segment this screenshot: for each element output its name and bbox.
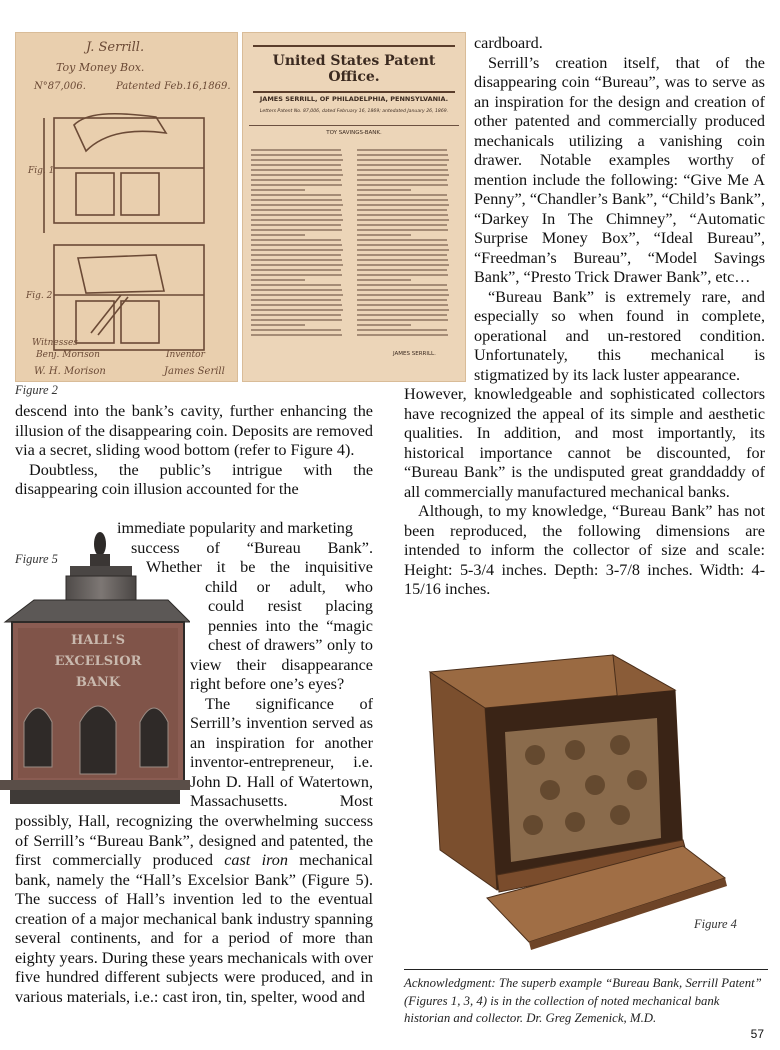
patent-text-line bbox=[251, 169, 342, 171]
patent-text-line bbox=[357, 169, 448, 171]
patent-text-line bbox=[251, 229, 342, 231]
patent-text-column-right bbox=[357, 149, 455, 345]
witness-signature-2: W. H. Morison bbox=[34, 366, 106, 377]
patent-text-line bbox=[251, 174, 343, 176]
wrap-line: John D. Hall of Watertown, bbox=[190, 773, 373, 791]
patent-text-line bbox=[357, 264, 449, 266]
patent-text-line bbox=[251, 214, 342, 216]
patent-text-line bbox=[251, 239, 341, 241]
patent-text-line bbox=[357, 159, 449, 161]
patent-text-line bbox=[357, 244, 448, 246]
wrap-line: immediate popularity and marketing bbox=[117, 519, 353, 537]
fig1-label: Fig. 1 bbox=[28, 166, 55, 176]
inventor-signature: James Serill bbox=[164, 366, 225, 377]
patent-text-line bbox=[357, 309, 449, 311]
bank-plate-line1: HALL'S bbox=[70, 633, 126, 648]
paragraph-text: Although, to my knowledge, “Bureau Bank” has not been reproduced, the following dimensions are intended to inform the collector of size and scale: Height: 5-3/4 inches. Depth: 3-7/8 inches. Width: 4-15/16 inches. bbox=[404, 502, 765, 598]
figure5-caption: Figure 5 bbox=[15, 552, 58, 566]
patent-inventor-line: JAMES SERRILL, OF PHILADELPHIA, PENNSYLVANIA. bbox=[259, 95, 449, 103]
patent-letters-line: Letters Patent No. 87,006, dated February 16, 1869; antedated January 26, 1869. bbox=[259, 109, 449, 114]
paragraph-text: “Bureau Bank” is extremely rare, and especially so when found in complete, operational and un-restored condition. Unfortunately, this mechanical is stigmatized by its lack luster appearance. bbox=[474, 287, 765, 384]
patent-text-line bbox=[251, 269, 341, 271]
patent-text-line bbox=[357, 274, 448, 276]
column2-bottom bbox=[404, 385, 765, 600]
patent-text-line bbox=[251, 334, 342, 336]
patent-text-line bbox=[251, 294, 343, 296]
patent-text-line bbox=[251, 209, 341, 211]
figure2-caption: Figure 2 bbox=[15, 383, 58, 397]
patent-text-line bbox=[357, 214, 448, 216]
fig2-label: Fig. 2 bbox=[26, 291, 53, 301]
patent-text-line bbox=[357, 304, 448, 306]
patent-text-line bbox=[251, 304, 342, 306]
figure4-caption: Figure 4 bbox=[694, 917, 737, 931]
patent-drawing-image bbox=[15, 32, 238, 382]
patent-text-line bbox=[251, 194, 341, 196]
patent-text-line bbox=[251, 289, 342, 291]
wrap-line: right before one’s eyes? bbox=[190, 675, 345, 693]
patent-text-line bbox=[357, 299, 447, 301]
patent-text-line bbox=[357, 229, 448, 231]
paragraph-text: Doubtless, the public’s intrigue with the disappearing coin illusion accounted for the bbox=[15, 460, 373, 498]
patent-text-line bbox=[357, 154, 448, 156]
wrap-line: chest of drawers” only to bbox=[208, 636, 373, 654]
patent-text-line bbox=[357, 269, 447, 271]
patent-text-line bbox=[251, 284, 341, 286]
wrap-line: Whether it be the inquisitive bbox=[146, 558, 373, 576]
patent-text-line bbox=[251, 199, 342, 201]
witnesses-label: Witnesses bbox=[32, 338, 78, 348]
patent-document-image bbox=[242, 32, 466, 382]
patent-number: N°87,006. bbox=[34, 81, 86, 92]
patent-text-line bbox=[251, 179, 341, 181]
patent-text-line bbox=[251, 329, 341, 331]
patent-text-line bbox=[357, 164, 447, 166]
patent-text-line bbox=[251, 254, 341, 256]
patent-signature: JAMES SERRILL. bbox=[393, 351, 436, 357]
paragraph-text: However, knowledgeable and sophisticated collectors have recognized the appeal of its simple and aesthetic qualities. In addition, and most importantly, its historical importance cannot be discounted, for “Bureau Bank” is the undisputed great granddaddy of all commercially manufactured mechanical banks. bbox=[404, 385, 765, 501]
patent-text-line bbox=[357, 189, 411, 191]
patent-text-line bbox=[357, 259, 448, 261]
patent-text-line bbox=[357, 279, 411, 281]
patent-text-line bbox=[357, 224, 447, 226]
patent-text-line bbox=[251, 204, 343, 206]
patent-text-line bbox=[357, 199, 448, 201]
patent-text-line bbox=[251, 164, 341, 166]
page-number: 57 bbox=[750, 1027, 764, 1041]
paragraph-emphasis: cast iron bbox=[224, 851, 288, 869]
patent-text-line bbox=[251, 319, 342, 321]
patent-name: J. Serrill. bbox=[86, 40, 145, 55]
paragraph-text: possibly, Hall, recognizing the overwhelming success of Serrill’s “Bureau Bank”, designed and patented, the first commercially produced bbox=[15, 812, 373, 869]
column2-top bbox=[474, 34, 765, 385]
patent-subject: TOY SAVINGS-BANK. bbox=[249, 125, 459, 136]
patent-text-line bbox=[357, 219, 449, 221]
patent-text-line bbox=[357, 289, 448, 291]
patent-text-line bbox=[357, 209, 447, 211]
wrap-line: inventor-entrepreneur, i.e. bbox=[190, 753, 373, 771]
patent-text-line bbox=[251, 184, 342, 186]
patent-text-line bbox=[357, 174, 449, 176]
patent-text-line bbox=[251, 234, 305, 236]
patent-text-line bbox=[251, 189, 305, 191]
patent-text-line bbox=[251, 274, 342, 276]
inventor-label: Inventor bbox=[166, 350, 205, 360]
wrap-line: could resist placing bbox=[208, 597, 373, 615]
patent-text-column-left bbox=[251, 149, 349, 345]
patent-date: Patented Feb.16,1869. bbox=[116, 81, 231, 92]
patent-text-line bbox=[357, 239, 447, 241]
patent-text-line bbox=[357, 184, 448, 186]
patent-text-line bbox=[357, 329, 447, 331]
patent-text-line bbox=[251, 224, 341, 226]
patent-text-line bbox=[357, 334, 448, 336]
wrap-line: Massachusetts. Most bbox=[190, 792, 373, 810]
wrap-line: an inspiration for another bbox=[190, 734, 373, 752]
acknowledgment-divider bbox=[404, 969, 768, 970]
patent-text-line bbox=[357, 234, 411, 236]
patent-text-line bbox=[251, 244, 342, 246]
patent-text-line bbox=[251, 314, 341, 316]
patent-text-line bbox=[251, 279, 305, 281]
patent-text-line bbox=[357, 294, 449, 296]
column1-paragraph4 bbox=[15, 812, 373, 1007]
patent-text-line bbox=[357, 179, 447, 181]
patent-text-line bbox=[251, 159, 343, 161]
patent-text-line bbox=[251, 154, 342, 156]
paragraph-text: cardboard. bbox=[474, 34, 543, 52]
patent-text-line bbox=[251, 249, 343, 251]
column1-paragraph1 bbox=[15, 402, 373, 500]
patent-text-line bbox=[251, 264, 343, 266]
patent-text-line bbox=[357, 149, 447, 151]
patent-text-line bbox=[251, 309, 343, 311]
paragraph-text: descend into the bank’s cavity, further enhancing the illusion of the disappearing coin. Deposits are removed via a secret, sliding wood bottom (refer to Figure 4). bbox=[15, 402, 373, 459]
wrap-line: The significance of bbox=[205, 695, 373, 713]
wrap-line: success of “Bureau Bank”. bbox=[131, 539, 373, 557]
acknowledgment: Acknowledgment: The superb example “Bureau Bank, Serrill Patent” (Figures 1, 3, 4) is in the collection of noted mechanical bank historian and collector. Dr. Greg Zemenick, M.D. bbox=[404, 976, 762, 1025]
wrap-line: view their disappearance bbox=[190, 656, 373, 674]
patent-text-line bbox=[251, 149, 341, 151]
patent-text-line bbox=[357, 254, 447, 256]
patent-title: Toy Money Box. bbox=[56, 61, 145, 74]
wrap-line: child or adult, who bbox=[205, 578, 373, 596]
patent-text-line bbox=[251, 324, 305, 326]
wrap-line: pennies into the “magic bbox=[208, 617, 373, 635]
patent-text-line bbox=[357, 284, 447, 286]
wrap-line: Serrill’s invention served as bbox=[190, 714, 373, 732]
patent-text-line bbox=[357, 249, 449, 251]
patent-text-line bbox=[357, 204, 449, 206]
bureau-bank-photo bbox=[425, 650, 745, 955]
paragraph-text: Serrill’s creation itself, that of the disappearing coin “Bureau”, was to serve as an inspiration for the design and creation of other patented and commercially produced mechanicals utilizing a vanishing coin drawer. Notable examples worthy of mention include the following: “Give Me A Penny”, “Chandler’s Bank”, “Child’s Bank”, “Darkey In The Chimney”, “Automatic Surprise Money Box”, “Ideal Bureau”, “Freedman’s Bureau”, “Model Savings Bank”, “Presto Trick Drawer Bank”, etc… bbox=[474, 53, 765, 286]
patent-text-line bbox=[357, 319, 448, 321]
paragraph-text: mechanical bank, namely the “Hall’s Excelsior Bank” (Figure 5). The success of Hall’s invention led to the eventual creation of a major mechanical bank industry spanning several continents, and for a period of more than eighty years. During these years mechanicals with over five hundred different subjects were produced, and in various materials, i.e.: cast iron, tin, spelter, wood and bbox=[15, 851, 373, 1006]
bank-plate-line2: EXCELSIOR bbox=[54, 654, 142, 669]
patent-text-line bbox=[357, 324, 411, 326]
patent-text-line bbox=[251, 219, 343, 221]
patent-text-line bbox=[357, 314, 447, 316]
bank-plate-line3: BANK bbox=[75, 675, 121, 690]
patent-office-header: United States Patent Office. bbox=[253, 45, 455, 93]
patent-text-line bbox=[251, 299, 341, 301]
witness-signature-1: Benj. Morison bbox=[36, 350, 100, 360]
patent-text-line bbox=[357, 194, 447, 196]
patent-text-line bbox=[251, 259, 342, 261]
